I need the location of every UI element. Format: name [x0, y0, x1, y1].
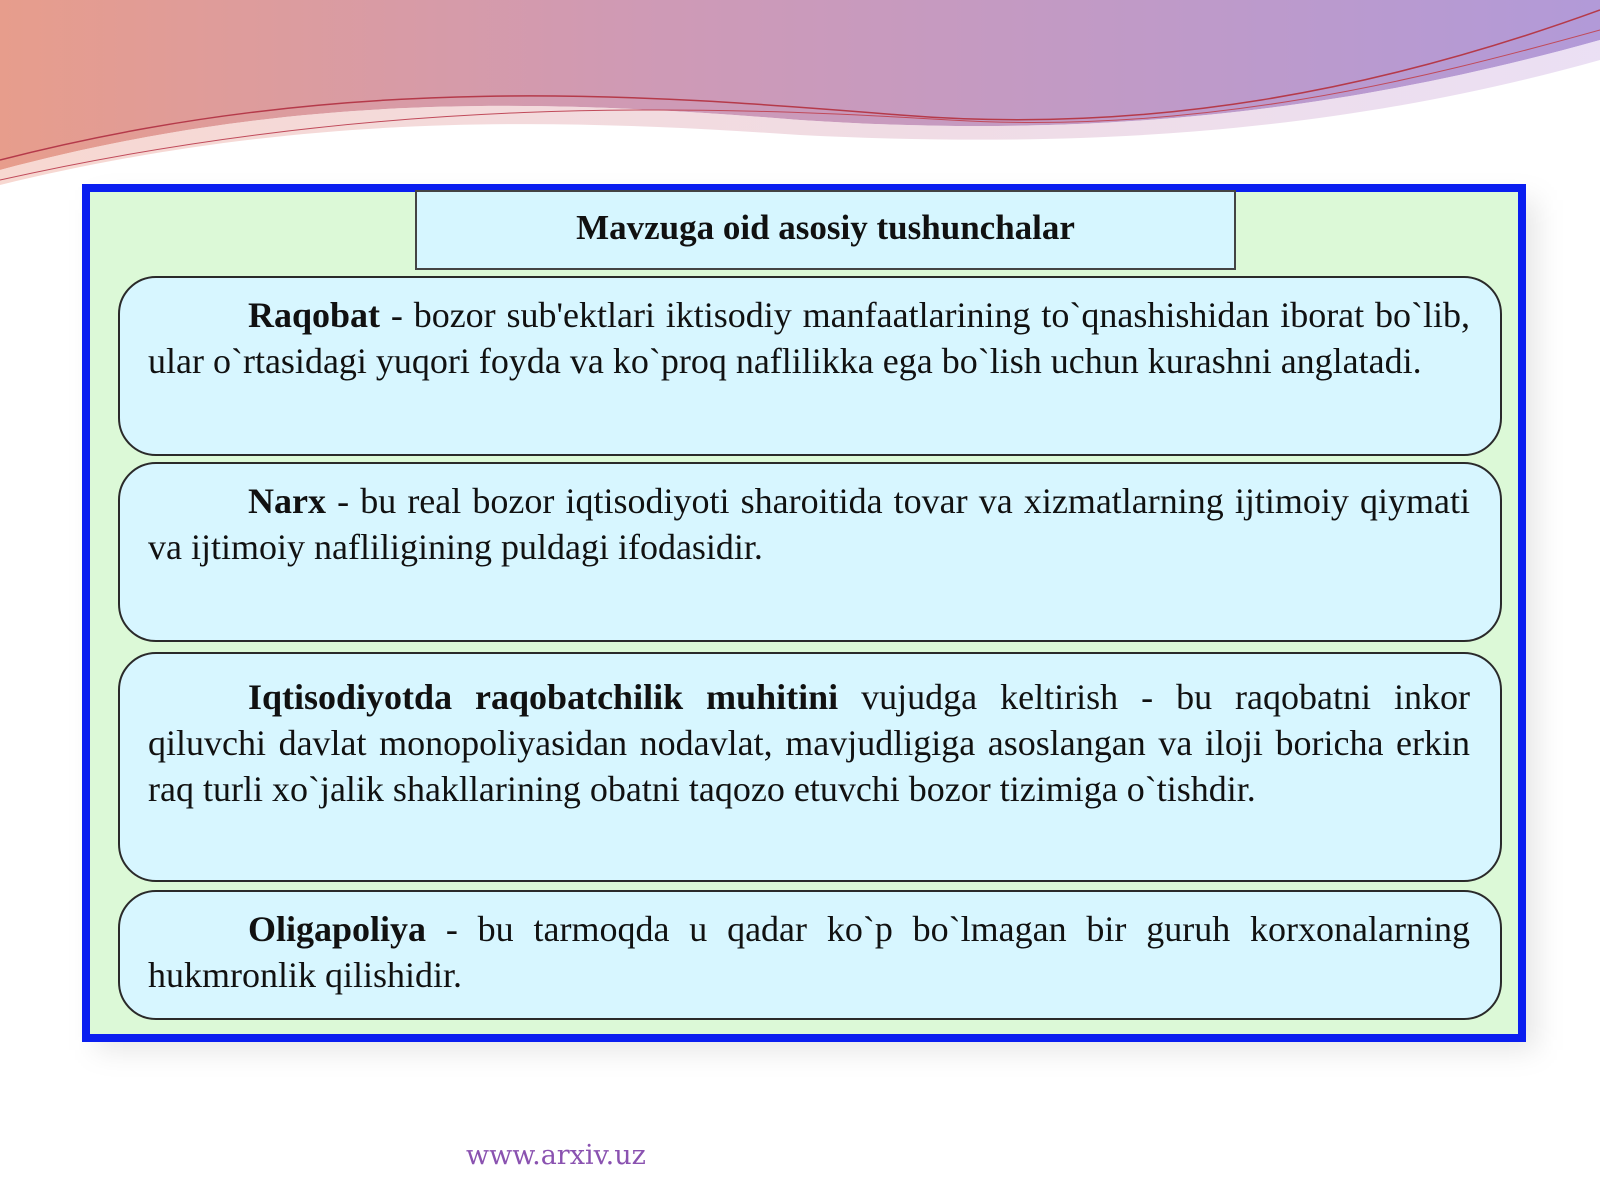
- definition-text: - bu tarmoqda u qadar ko`p bo`lmagan bir guruh korxonalarning hukmronlik qilishidir.: [148, 909, 1470, 995]
- definition-term: Iqtisodiyotda raqobatchilik muhitini: [248, 677, 839, 717]
- definition-box-oligapoliya: [118, 890, 1502, 1020]
- definition-term: Narx: [248, 481, 326, 521]
- definition-text: vujudga keltirish - bu raqobatni inkor qiluvchi davlat monopoliyasidan nodavlat, mavjudligiga asoslangan va iloji boricha erkin raq turli xo`jalik shakllarining obatni taqozo etuvchi bozor tizimiga o`tishdir.: [148, 677, 1470, 809]
- concepts-panel: [82, 184, 1526, 1042]
- definition-term: Oligapoliya: [248, 909, 427, 949]
- footer-url: www.arxiv.uz: [466, 1140, 646, 1171]
- definition-text: - bozor sub'ektlari iktisodiy manfaatlarining to`qnashishidan iborat bo`lib, ular o`rtasidagi yuqori foyda va ko`proq naflilikka ega bo`lish uchun kurashni anglatadi.: [148, 295, 1470, 381]
- definition-term: Raqobat: [248, 295, 381, 335]
- definition-box-narx: [118, 462, 1502, 642]
- definition-box-raqobat: [118, 276, 1502, 456]
- header-wave-decoration: [0, 0, 1600, 200]
- panel-title: Mavzuga oid asosiy tushunchalar: [415, 190, 1236, 270]
- definition-box-raqobatchilik-muhiti: [118, 652, 1502, 882]
- definition-text: - bu real bozor iqtisodiyoti sharoitida tovar va xizmatlarning ijtimoiy qiymati va ijtimoiy nafliligining puldagi ifodasidir.: [148, 481, 1470, 567]
